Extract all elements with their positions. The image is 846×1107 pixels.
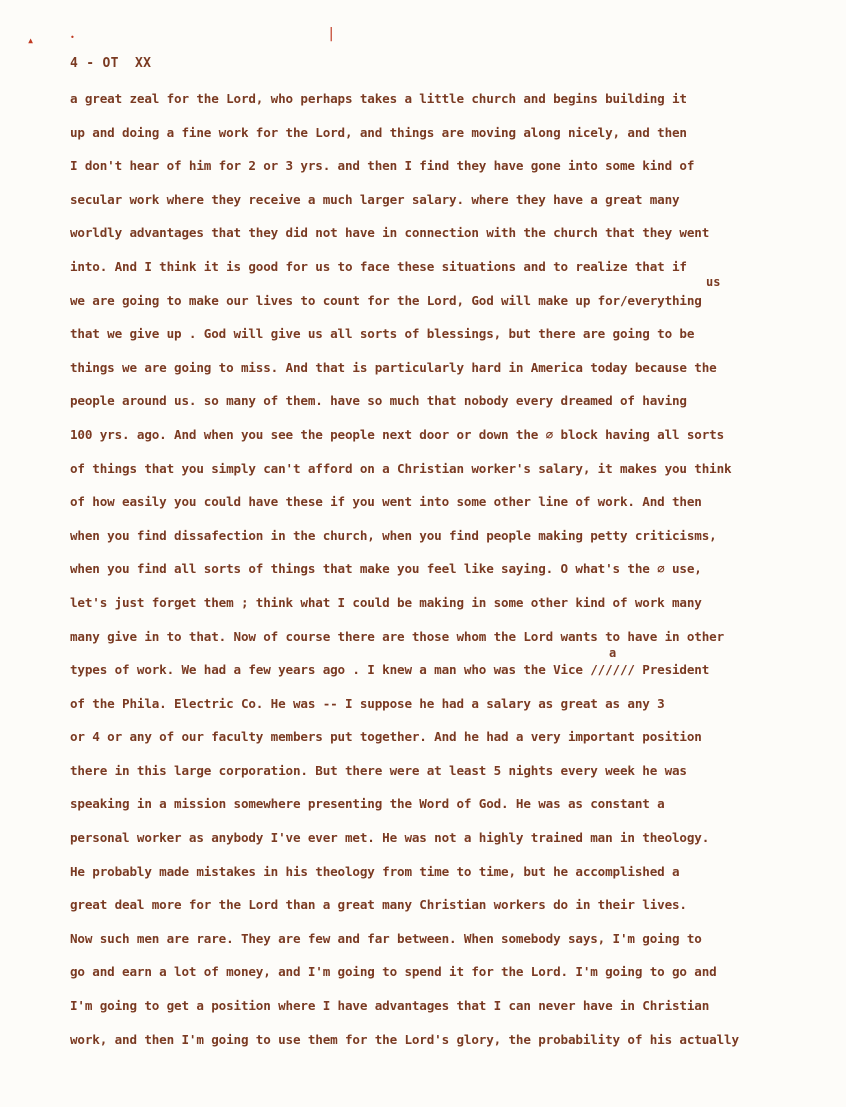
- text-line: a great zeal for the Lord, who perhaps takes a little church and begins building it: [70, 91, 687, 106]
- text-line: I don't hear of him for 2 or 3 yrs. and then I find they have gone into some kind of: [70, 158, 695, 174]
- text-line: that we give up . God will give us all sorts of blessings, but there are going to be: [70, 326, 695, 342]
- interlinear-insertion: a: [609, 646, 617, 660]
- body-text: [70, 88, 838, 1062]
- text-line: of how easily you could have these if you went into some other line of work. And then: [70, 494, 702, 510]
- text-line: speaking in a mission somewhere presenting the Word of God. He was as constant a: [70, 796, 665, 812]
- text-line: when you find all sorts of things that make you feel like saying. O what's the ∅ use,: [70, 561, 702, 577]
- text-line: secular work where they receive a much larger salary. where they have a great many: [70, 191, 680, 207]
- text-line: go and earn a lot of money, and I'm going to spend it for the Lord. I'm going to go and: [70, 964, 717, 980]
- text-line: great deal more for the Lord than a great many Christian workers do in their lives.: [70, 897, 687, 913]
- text-line: worldly advantages that they did not have in connection with the church that they went: [70, 225, 710, 241]
- text-line: Now such men are rare. They are few and far between. When somebody says, I'm going to: [70, 930, 702, 946]
- text-line: or 4 or any of our faculty members put together. And he had a very important position: [70, 729, 702, 745]
- text-line: He probably made mistakes in his theology from time to time, but he accomplished a: [70, 863, 680, 879]
- text-line: many give in to that. Now of course there are those whom the Lord wants to have in other: [70, 628, 725, 644]
- red-dot-mark: ▴: [27, 33, 35, 47]
- text-line: things we are going to miss. And that is particularly hard in America today because the: [70, 359, 717, 375]
- small-tick-mark: •: [70, 33, 75, 42]
- page-header: 4 - OT XX: [70, 56, 152, 71]
- paper-edge-mark: |: [327, 26, 336, 42]
- text-line: we are going to make our lives to count for the Lord, God will make up for/everything: [70, 292, 702, 308]
- text-line: 100 yrs. ago. And when you see the people next door or down the ∅ block having all sorts: [70, 426, 725, 442]
- text-line: there in this large corporation. But there were at least 5 nights every week he was: [70, 762, 687, 778]
- text-line: types of work. We had a few years ago . I knew a man who was the Vice ////// President: [70, 662, 710, 678]
- text-line: I'm going to get a position where I have advantages that I can never have in Christian: [70, 998, 710, 1014]
- text-line: let's just forget them ; think what I could be making in some other kind of work many: [70, 594, 702, 610]
- text-line: people around us. so many of them. have so much that nobody every dreamed of having: [70, 393, 687, 409]
- text-line: work, and then I'm going to use them for the Lord's glory, the probability of his actually: [70, 1031, 739, 1047]
- interlinear-insertion: us: [706, 275, 721, 289]
- text-line: of the Phila. Electric Co. He was -- I suppose he had a salary as great as any 3: [70, 695, 665, 711]
- text-line: into. And I think it is good for us to face these situations and to realize that if: [70, 258, 687, 274]
- text-line: personal worker as anybody I've ever met. He was not a highly trained man in theology.: [70, 830, 710, 846]
- text-line: when you find dissafection in the church, when you find people making petty criticisms,: [70, 527, 717, 543]
- text-line: of things that you simply can't afford on a Christian worker's salary, it makes you think: [70, 460, 732, 476]
- text-line: up and doing a fine work for the Lord, and things are moving along nicely, and then: [70, 124, 687, 140]
